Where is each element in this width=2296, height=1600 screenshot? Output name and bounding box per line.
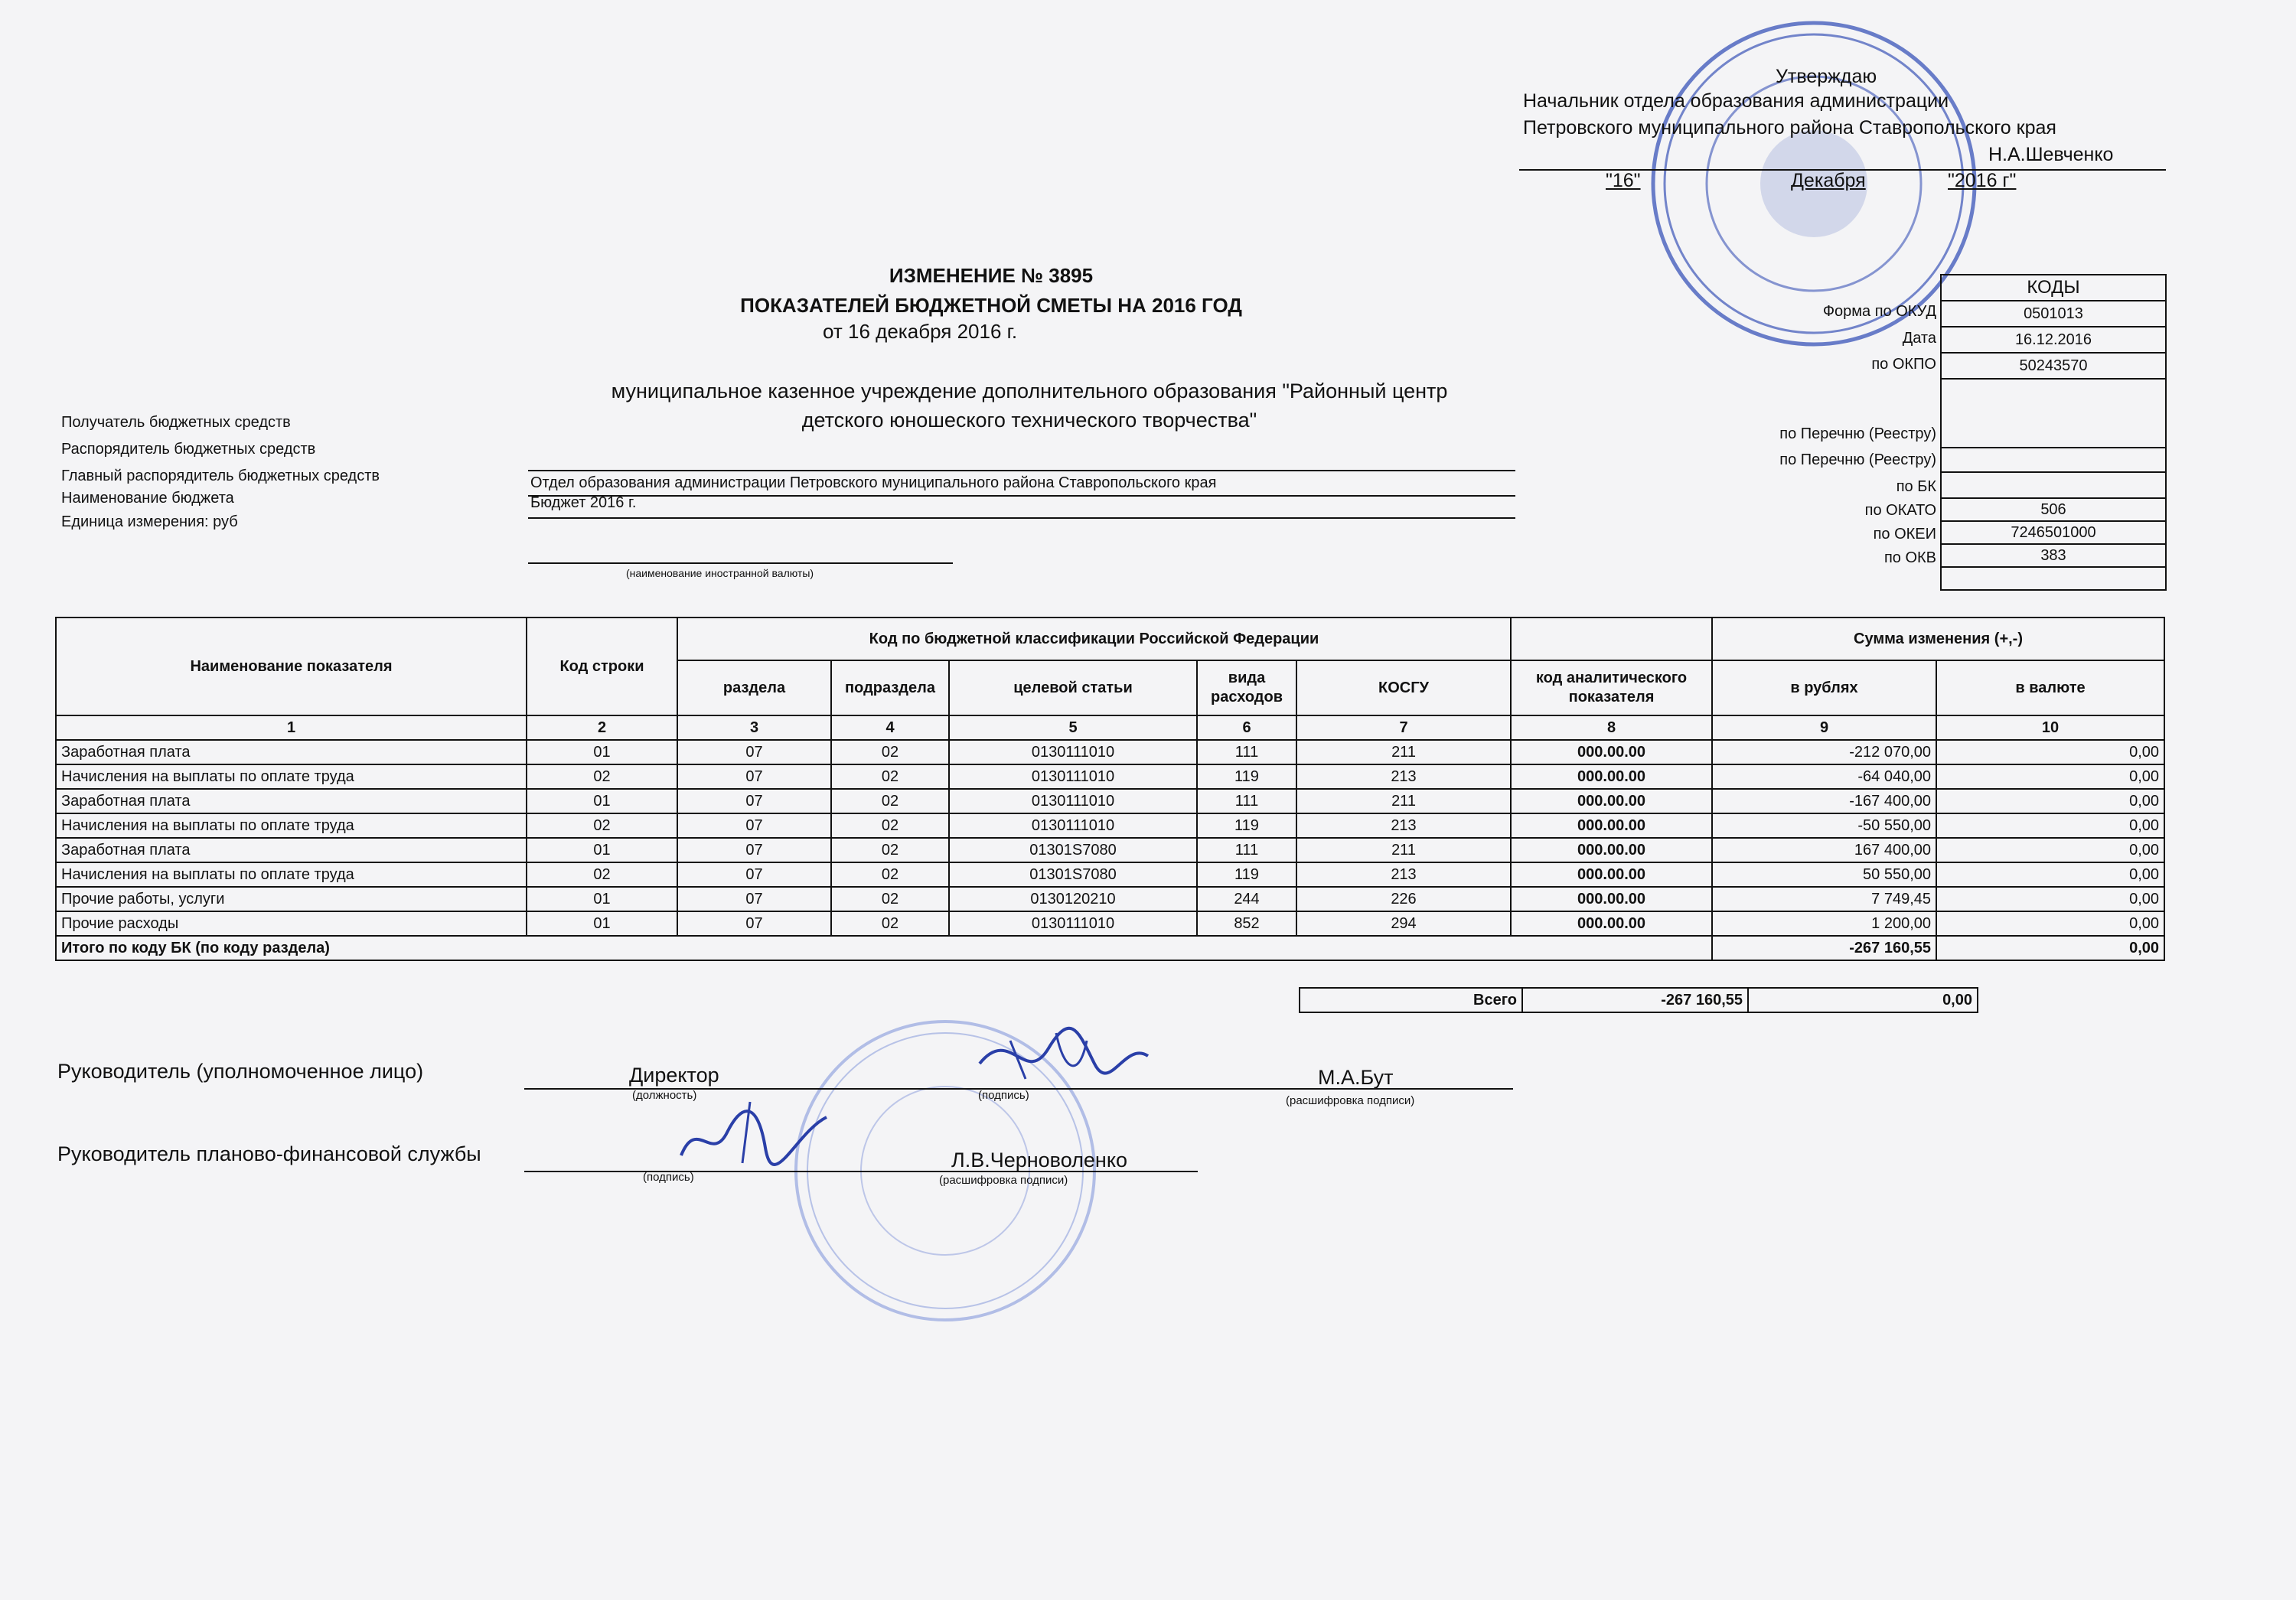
- cell-razdel: 07: [677, 789, 831, 813]
- cell-analytic: 000.00.00: [1511, 789, 1712, 813]
- caption-sign-2: (подпись): [643, 1171, 694, 1184]
- code-label-okei: по ОКЕИ: [1873, 526, 1936, 543]
- cell-name: Заработная плата: [56, 740, 527, 764]
- cell-kosgu: 211: [1296, 789, 1511, 813]
- org-line: [528, 470, 1515, 471]
- code-bk: 506: [1941, 498, 2166, 521]
- code-okato: 7246501000: [1941, 521, 2166, 544]
- cell-target: 0130111010: [949, 911, 1197, 936]
- code-okud: 0501013: [1941, 301, 2166, 327]
- code-label-bk: по БК: [1896, 478, 1936, 495]
- cell-kosgu: 211: [1296, 740, 1511, 764]
- cell-code: 02: [527, 862, 677, 887]
- code-empty: [1941, 379, 2166, 448]
- code-label-registry-1: по Перечню (Реестру): [1779, 425, 1936, 442]
- codes-table: [1940, 274, 2167, 591]
- cell-analytic: 000.00.00: [1511, 887, 1712, 911]
- table-row: [56, 862, 2164, 887]
- code-okpo: 50243570: [1941, 353, 2166, 379]
- label-manager: Распорядитель бюджетных средств: [61, 441, 316, 458]
- approval-month: Декабря: [1791, 170, 1866, 191]
- code-label-registry-2: по Перечню (Реестру): [1779, 451, 1936, 468]
- approver-position-2: Петровского муниципального района Ставропольского края: [1523, 117, 2056, 138]
- header-target: целевой статьи: [949, 660, 1197, 715]
- finance-sign-line: [524, 1171, 1198, 1172]
- caption-decode-2: (расшифровка подписи): [939, 1174, 1068, 1187]
- table-row: [56, 911, 2164, 936]
- col-num: 7: [1296, 715, 1511, 740]
- cell-rub: 167 400,00: [1712, 838, 1936, 862]
- code-registry-2: [1941, 472, 2166, 498]
- cell-analytic: 000.00.00: [1511, 764, 1712, 789]
- cell-analytic: 000.00.00: [1511, 862, 1712, 887]
- cell-name: Начисления на выплаты по оплате труда: [56, 813, 527, 838]
- code-date: 16.12.2016: [1941, 327, 2166, 353]
- label-recipient: Получатель бюджетных средств: [61, 414, 291, 431]
- head-name: М.А.Бут: [1318, 1066, 1394, 1089]
- header-code: Код строки: [527, 618, 677, 715]
- code-okv: [1941, 567, 2166, 590]
- cell-vid: 119: [1197, 813, 1296, 838]
- cell-rub: -167 400,00: [1712, 789, 1936, 813]
- table-row: [56, 740, 2164, 764]
- header-name: Наименование показателя: [56, 618, 527, 715]
- cell-razdel: 07: [677, 740, 831, 764]
- cell-kosgu: 213: [1296, 813, 1511, 838]
- doc-date: от 16 декабря 2016 г.: [823, 320, 1018, 343]
- cell-razdel: 07: [677, 813, 831, 838]
- org-name-2: детского юношеского технического творчества": [801, 409, 1257, 432]
- table-row: [56, 813, 2164, 838]
- cell-rub: -212 070,00: [1712, 740, 1936, 764]
- currency-caption: (наименование иностранной валюты): [626, 567, 814, 579]
- subtotal-rub: -267 160,55: [1712, 936, 1936, 960]
- cell-vid: 111: [1197, 838, 1296, 862]
- cell-podrazdel: 02: [831, 740, 949, 764]
- code-okei: 383: [1941, 544, 2166, 567]
- cell-rub: -64 040,00: [1712, 764, 1936, 789]
- cell-kosgu: 213: [1296, 764, 1511, 789]
- cell-name: Заработная плата: [56, 838, 527, 862]
- approver-position-1: Начальник отдела образования администрации: [1523, 90, 1949, 112]
- cell-podrazdel: 02: [831, 862, 949, 887]
- header-podrazdel: подраздела: [831, 660, 949, 715]
- header-bk: Код по бюджетной классификации Российской Федерации: [677, 618, 1511, 660]
- total-table: [1299, 987, 1978, 1013]
- cell-vid: 119: [1197, 764, 1296, 789]
- header-sum: Сумма изменения (+,-): [1712, 618, 2164, 660]
- col-num: 6: [1197, 715, 1296, 740]
- table-row: [56, 789, 2164, 813]
- col-num: 8: [1511, 715, 1712, 740]
- head-position: Директор: [629, 1064, 719, 1087]
- column-numbers-row: [56, 715, 2164, 740]
- cell-code: 01: [527, 887, 677, 911]
- code-label-okato: по ОКАТО: [1864, 502, 1936, 519]
- header-analytic: код аналитического показателя: [1511, 660, 1712, 715]
- code-label-okud: Форма по ОКУД: [1822, 303, 1936, 320]
- code-label-date: Дата: [1902, 330, 1936, 347]
- col-num: 3: [677, 715, 831, 740]
- table-row: [56, 887, 2164, 911]
- cell-name: Начисления на выплаты по оплате труда: [56, 862, 527, 887]
- cell-razdel: 07: [677, 764, 831, 789]
- budget-line: [528, 517, 1515, 519]
- caption-position: (должность): [632, 1089, 697, 1102]
- code-label-okpo: по ОКПО: [1871, 356, 1936, 373]
- col-num: 2: [527, 715, 677, 740]
- table-row: [56, 838, 2164, 862]
- cell-name: Заработная плата: [56, 789, 527, 813]
- total-cur: 0,00: [1748, 988, 1978, 1012]
- col-num: 9: [1712, 715, 1936, 740]
- table-row: [56, 764, 2164, 789]
- approve-word: Утверждаю: [1776, 66, 1877, 87]
- cell-podrazdel: 02: [831, 911, 949, 936]
- cell-rub: 1 200,00: [1712, 911, 1936, 936]
- subtotal-label: Итого по коду БК (по коду раздела): [56, 936, 1712, 960]
- col-num: 5: [949, 715, 1197, 740]
- header-cur: в валюте: [1936, 660, 2164, 715]
- budget-name-value: Бюджет 2016 г.: [530, 494, 637, 511]
- caption-sign: (подпись): [978, 1089, 1029, 1102]
- cell-name: Прочие расходы: [56, 911, 527, 936]
- cell-analytic: 000.00.00: [1511, 740, 1712, 764]
- label-chief-manager: Главный распорядитель бюджетных средств: [61, 468, 380, 484]
- head-signature: [964, 1018, 1163, 1094]
- approval-year: "2016 г": [1948, 170, 2017, 191]
- label-budget-name: Наименование бюджета: [61, 490, 234, 507]
- codes-header: КОДЫ: [1941, 275, 2166, 301]
- cell-target: 0130111010: [949, 764, 1197, 789]
- cell-kosgu: 226: [1296, 887, 1511, 911]
- chief-manager-value: Отдел образования администрации Петровского муниципального района Ставропольского края: [530, 474, 1217, 491]
- cell-target: 0130111010: [949, 813, 1197, 838]
- header-razdel: раздела: [677, 660, 831, 715]
- cell-razdel: 07: [677, 838, 831, 862]
- head-label: Руководитель (уполномоченное лицо): [57, 1060, 424, 1083]
- cell-code: 02: [527, 813, 677, 838]
- cell-razdel: 07: [677, 911, 831, 936]
- cell-target: 0130120210: [949, 887, 1197, 911]
- cell-code: 01: [527, 838, 677, 862]
- finance-label: Руководитель планово-финансовой службы: [57, 1142, 481, 1165]
- cell-name: Прочие работы, услуги: [56, 887, 527, 911]
- cell-podrazdel: 02: [831, 764, 949, 789]
- cell-analytic: 000.00.00: [1511, 838, 1712, 862]
- header-kosgu: КОСГУ: [1296, 660, 1511, 715]
- label-unit: Единица измерения: руб: [61, 513, 238, 530]
- col-num: 1: [56, 715, 527, 740]
- cell-vid: 244: [1197, 887, 1296, 911]
- cell-analytic: 000.00.00: [1511, 911, 1712, 936]
- cell-target: 01301S7080: [949, 862, 1197, 887]
- cell-analytic: 000.00.00: [1511, 813, 1712, 838]
- subtotal-row: [56, 936, 2164, 960]
- doc-title-1: ИЗМЕНЕНИЕ № 3895: [889, 264, 1094, 287]
- cell-kosgu: 213: [1296, 862, 1511, 887]
- chief-line: [528, 495, 1515, 497]
- cell-code: 01: [527, 911, 677, 936]
- cell-vid: 111: [1197, 740, 1296, 764]
- budget-table: [55, 617, 2165, 961]
- cell-name: Начисления на выплаты по оплате труда: [56, 764, 527, 789]
- code-registry-1: [1941, 448, 2166, 472]
- cell-cur: 0,00: [1936, 813, 2164, 838]
- caption-decode: (расшифровка подписи): [1286, 1094, 1415, 1107]
- subtotal-cur: 0,00: [1936, 936, 2164, 960]
- col-num: 10: [1936, 715, 2164, 740]
- code-label-okv: по ОКВ: [1883, 549, 1936, 566]
- approver-name: Н.А.Шевченко: [1988, 144, 2114, 165]
- cell-code: 01: [527, 740, 677, 764]
- approval-day: "16": [1606, 170, 1641, 191]
- total-rub: -267 160,55: [1522, 988, 1748, 1012]
- cell-podrazdel: 02: [831, 813, 949, 838]
- cell-podrazdel: 02: [831, 789, 949, 813]
- cell-vid: 852: [1197, 911, 1296, 936]
- cell-rub: 50 550,00: [1712, 862, 1936, 887]
- cell-target: 0130111010: [949, 740, 1197, 764]
- org-name-1: муниципальное казенное учреждение дополнительного образования "Районный центр: [611, 380, 1448, 402]
- col-num: 4: [831, 715, 949, 740]
- header-rub: в рублях: [1712, 660, 1936, 715]
- cell-cur: 0,00: [1936, 862, 2164, 887]
- cell-razdel: 07: [677, 887, 831, 911]
- header-vid: вида расходов: [1197, 660, 1296, 715]
- cell-cur: 0,00: [1936, 764, 2164, 789]
- cell-vid: 119: [1197, 862, 1296, 887]
- cell-vid: 111: [1197, 789, 1296, 813]
- cell-kosgu: 294: [1296, 911, 1511, 936]
- cell-cur: 0,00: [1936, 887, 2164, 911]
- cell-cur: 0,00: [1936, 911, 2164, 936]
- cell-target: 01301S7080: [949, 838, 1197, 862]
- cell-podrazdel: 02: [831, 887, 949, 911]
- cell-razdel: 07: [677, 862, 831, 887]
- cell-cur: 0,00: [1936, 789, 2164, 813]
- total-label: Всего: [1300, 988, 1522, 1012]
- cell-podrazdel: 02: [831, 838, 949, 862]
- cell-code: 02: [527, 764, 677, 789]
- cell-cur: 0,00: [1936, 838, 2164, 862]
- finance-name: Л.В.Черноволенко: [951, 1149, 1127, 1171]
- cell-rub: 7 749,45: [1712, 887, 1936, 911]
- cell-code: 01: [527, 789, 677, 813]
- finance-signature: [666, 1087, 842, 1178]
- cell-cur: 0,00: [1936, 740, 2164, 764]
- doc-title-2: ПОКАЗАТЕЛЕЙ БЮДЖЕТНОЙ СМЕТЫ НА 2016 ГОД: [740, 294, 1242, 317]
- cell-rub: -50 550,00: [1712, 813, 1936, 838]
- currency-line: [528, 562, 953, 564]
- cell-target: 0130111010: [949, 789, 1197, 813]
- cell-kosgu: 211: [1296, 838, 1511, 862]
